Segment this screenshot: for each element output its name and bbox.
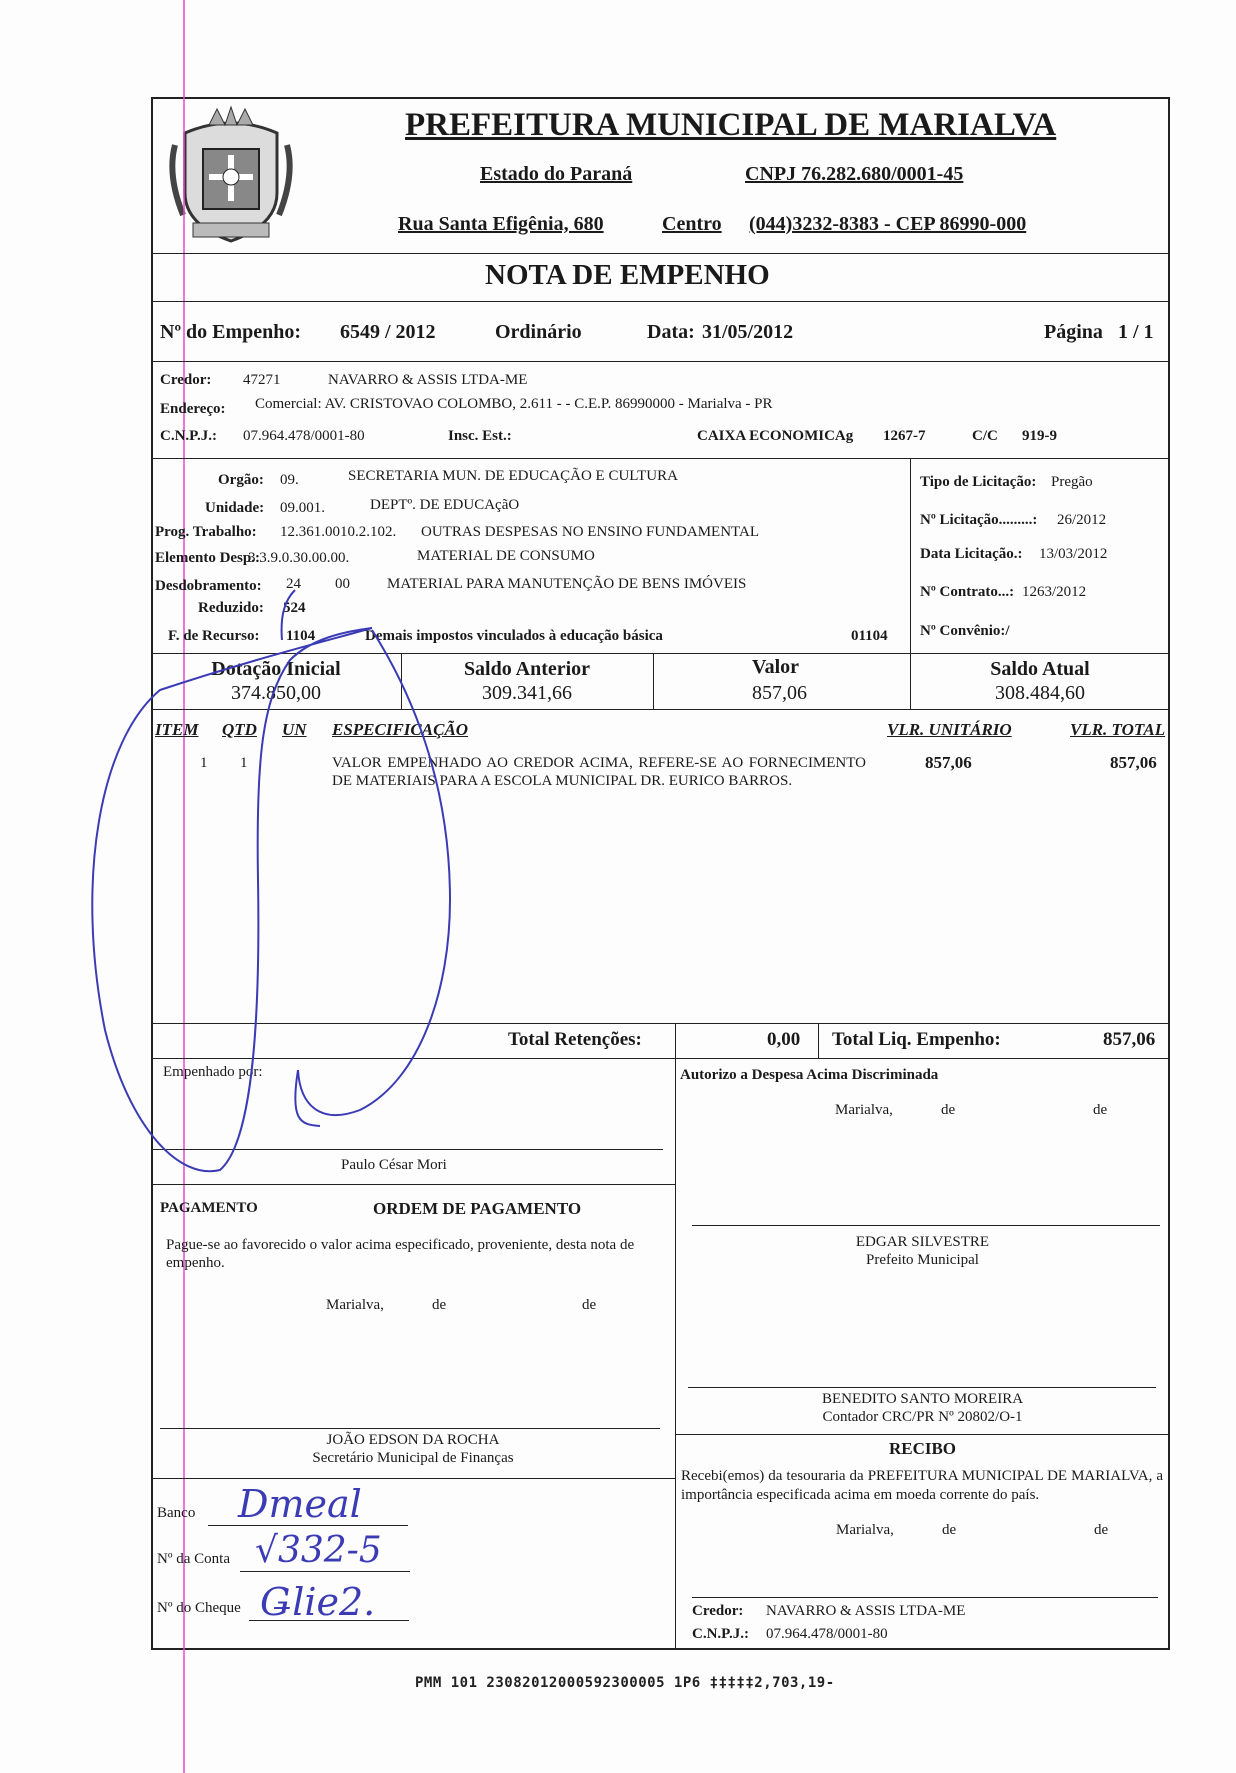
orgao-name: SECRETARIA MUN. DE EDUCAÇÃO E CULTURA bbox=[348, 468, 678, 484]
pagamento-de2: de bbox=[582, 1297, 597, 1313]
recibo-credor-label: Credor: bbox=[692, 1603, 744, 1619]
recibo-de2: de bbox=[1094, 1522, 1109, 1538]
ordem-pagamento-title: ORDEM DE PAGAMENTO bbox=[373, 1199, 582, 1218]
unidade-name: DEPTº. DE EDUCAçãO bbox=[370, 497, 520, 513]
saldo-anterior-label: Saldo Anterior bbox=[463, 658, 591, 680]
unidade-label: Unidade: bbox=[205, 500, 265, 516]
contrato-number: 1263/2012 bbox=[1022, 584, 1087, 600]
desdobramento-name: MATERIAL PARA MANUTENÇÃO DE BENS IMÓVEIS bbox=[387, 576, 747, 592]
empenho-kind: Ordinário bbox=[495, 321, 582, 343]
valor-label: Valor bbox=[752, 656, 800, 678]
row-vlr-unitario: 857,06 bbox=[925, 753, 972, 772]
numero-licitacao-label: Nº Licitação.........: bbox=[920, 512, 1038, 528]
cnpj-label: CNPJ 76.282.680/0001-45 bbox=[745, 163, 964, 185]
data-licitacao: 13/03/2012 bbox=[1039, 546, 1108, 562]
conta-handwriting: √332-5 bbox=[255, 1530, 382, 1571]
recibo-de1: de bbox=[942, 1522, 957, 1538]
banco-handwriting: Dmeal bbox=[238, 1482, 362, 1526]
contrato-label: Nº Contrato...: bbox=[920, 584, 1015, 600]
row-item: 1 bbox=[200, 755, 208, 771]
col-header-qtd: QTD bbox=[222, 720, 257, 739]
banco-label: Banco bbox=[157, 1505, 196, 1521]
pagamento-city: Marialva, bbox=[326, 1297, 384, 1313]
credor-label: Credor: bbox=[160, 372, 212, 388]
saldo-anterior-value: 309.341,66 bbox=[482, 682, 572, 704]
empenhado-label: Empenhado por: bbox=[163, 1064, 263, 1080]
prog-trabalho-label: Prog. Trabalho: bbox=[155, 524, 257, 540]
pagamento-de1: de bbox=[432, 1297, 447, 1313]
credor-cnpj: 07.964.478/0001-80 bbox=[243, 428, 365, 444]
recibo-credor: NAVARRO & ASSIS LTDA-ME bbox=[766, 1603, 966, 1619]
state-label: Estado do Paraná bbox=[480, 163, 633, 185]
dotacao-label: Dotação Inicial bbox=[211, 658, 341, 680]
pagamento-label: PAGAMENTO bbox=[160, 1200, 258, 1216]
cheque-handwriting: Ǥlie2. bbox=[260, 1580, 376, 1624]
autorizo-label: Autorizo a Despesa Acima Discriminada bbox=[680, 1067, 939, 1083]
empenhado-name: Paulo César Mori bbox=[341, 1157, 447, 1173]
row-vlr-total: 857,06 bbox=[1110, 753, 1157, 772]
prog-trabalho-name: OUTRAS DESPESAS NO ENSINO FUNDAMENTAL bbox=[421, 524, 759, 540]
empenho-date-label: Data: bbox=[647, 321, 695, 343]
data-licitacao-label: Data Licitação.: bbox=[920, 546, 1023, 562]
reduzido-label: Reduzido: bbox=[198, 600, 264, 616]
elemento-label: Elemento Desp.: bbox=[155, 550, 260, 566]
desdobramento-sub: 00 bbox=[335, 576, 350, 592]
prefeito-name: EDGAR SILVESTRE bbox=[855, 1234, 990, 1250]
credor-address-label: Endereço: bbox=[160, 401, 226, 417]
recibo-text: Recebi(emos) da tesouraria da PREFEITURA MUNICIPAL DE MARIALVA, a importância especificada acima em moeda corrente do país. bbox=[681, 1468, 1163, 1503]
recibo-city: Marialva, bbox=[836, 1522, 894, 1538]
autorizo-de2: de bbox=[1093, 1102, 1108, 1118]
bank-name: CAIXA ECONOMICAg bbox=[697, 428, 854, 444]
empenho-number-label: Nº do Empenho: bbox=[160, 321, 302, 343]
bank-cc: 919-9 bbox=[1022, 428, 1057, 444]
numero-licitacao: 26/2012 bbox=[1057, 512, 1107, 528]
saldo-atual-value: 308.484,60 bbox=[995, 682, 1085, 704]
credor-cnpj-label: C.N.P.J.: bbox=[160, 428, 217, 444]
page-number: 1 / 1 bbox=[1118, 321, 1154, 343]
desdobramento-label: Desdobramento: bbox=[155, 578, 262, 594]
elemento-name: MATERIAL DE CONSUMO bbox=[417, 548, 595, 564]
desdobramento-code: 24 bbox=[286, 576, 301, 592]
conta-label: Nº da Conta bbox=[157, 1551, 230, 1567]
cheque-label: Nº do Cheque bbox=[157, 1600, 241, 1616]
contador-name: BENEDITO SANTO MOREIRA bbox=[821, 1391, 1024, 1407]
col-header-vlr-unitario: VLR. UNITÁRIO bbox=[887, 720, 1012, 739]
autorizo-city: Marialva, bbox=[835, 1102, 893, 1118]
secretario-role: Secretário Municipal de Finanças bbox=[312, 1450, 514, 1466]
recurso-label: F. de Recurso: bbox=[168, 628, 260, 644]
insc-est-label: Insc. Est.: bbox=[448, 428, 512, 444]
bank-agency: 1267-7 bbox=[883, 428, 926, 444]
elemento-code: 3.3.9.0.30.00.00. bbox=[248, 550, 350, 566]
col-header-vlr-total: VLR. TOTAL bbox=[1070, 720, 1166, 739]
empenho-date: 31/05/2012 bbox=[702, 321, 794, 343]
unidade-code: 09.001. bbox=[280, 500, 325, 516]
autorizo-de1: de bbox=[941, 1102, 956, 1118]
barcode-text: PMM 101 23082012000592300005 1P6 ‡‡‡‡‡2,703,19- bbox=[415, 1675, 835, 1691]
credor-address: Comercial: AV. CRISTOVAO COLOMBO, 2.611 - - C.E.P. 86990000 - Marialva - PR bbox=[255, 396, 773, 412]
row-especificacao: VALOR EMPENHADO AO CREDOR ACIMA, REFERE-SE AO FORNECIMENTO DE MATERIAIS PARA A ESCOLA MUNICIPAL DR. EURICO BARROS. bbox=[332, 755, 866, 789]
recurso-number: 01104 bbox=[851, 628, 888, 644]
recibo-cnpj: 07.964.478/0001-80 bbox=[766, 1626, 888, 1642]
total-retencoes-label: Total Retenções: bbox=[508, 1029, 642, 1050]
recurso-code: 1104 bbox=[286, 628, 316, 644]
page-title: PREFEITURA MUNICIPAL DE MARIALVA bbox=[405, 107, 1057, 143]
pagamento-text: Pague-se ao favorecido o valor acima especificado, proveniente, desta nota de empenho. bbox=[166, 1237, 635, 1271]
page-number-label: Página bbox=[1044, 321, 1103, 343]
phone-cep-label: (044)3232-8383 - CEP 86990-000 bbox=[749, 213, 1027, 235]
valor-value: 857,06 bbox=[752, 682, 807, 704]
col-header-item: ITEM bbox=[155, 720, 199, 739]
tipo-licitacao-label: Tipo de Licitação: bbox=[920, 474, 1037, 490]
prefeito-role: Prefeito Municipal bbox=[866, 1252, 979, 1268]
dotacao-value: 374.850,00 bbox=[231, 682, 321, 704]
recibo-title: RECIBO bbox=[888, 1439, 957, 1458]
row-qtd: 1 bbox=[240, 755, 248, 771]
neighborhood-label: Centro bbox=[662, 213, 722, 235]
reduzido-value: 524 bbox=[283, 600, 306, 616]
bank-cc-label: C/C bbox=[972, 428, 998, 444]
total-liquido-label: Total Liq. Empenho: bbox=[832, 1029, 1001, 1050]
orgao-label: Orgão: bbox=[218, 472, 264, 488]
document-title: NOTA DE EMPENHO bbox=[485, 259, 770, 291]
recibo-cnpj-label: C.N.P.J.: bbox=[692, 1626, 749, 1642]
recurso-name: Demais impostos vinculados à educação básica bbox=[365, 628, 663, 644]
secretario-name: JOÃO EDSON DA ROCHA bbox=[326, 1432, 500, 1448]
prog-trabalho-code: 12.361.0010.2.102. bbox=[280, 524, 397, 540]
address-label: Rua Santa Efigênia, 680 bbox=[398, 213, 604, 235]
empenho-number: 6549 / 2012 bbox=[340, 321, 436, 343]
col-header-especificacao: ESPECIFICAÇÃO bbox=[332, 720, 469, 739]
convenio-label: Nº Convênio:/ bbox=[920, 623, 1010, 639]
total-retencoes-value: 0,00 bbox=[767, 1029, 801, 1050]
credor-code: 47271 bbox=[243, 372, 281, 388]
total-liquido-value: 857,06 bbox=[1103, 1029, 1156, 1050]
col-header-un: UN bbox=[282, 720, 307, 739]
orgao-code: 09. bbox=[280, 472, 299, 488]
contador-role: Contador CRC/PR Nº 20802/O-1 bbox=[822, 1409, 1023, 1425]
saldo-atual-label: Saldo Atual bbox=[990, 658, 1090, 680]
tipo-licitacao: Pregão bbox=[1051, 474, 1093, 490]
credor-name: NAVARRO & ASSIS LTDA-ME bbox=[328, 372, 528, 388]
